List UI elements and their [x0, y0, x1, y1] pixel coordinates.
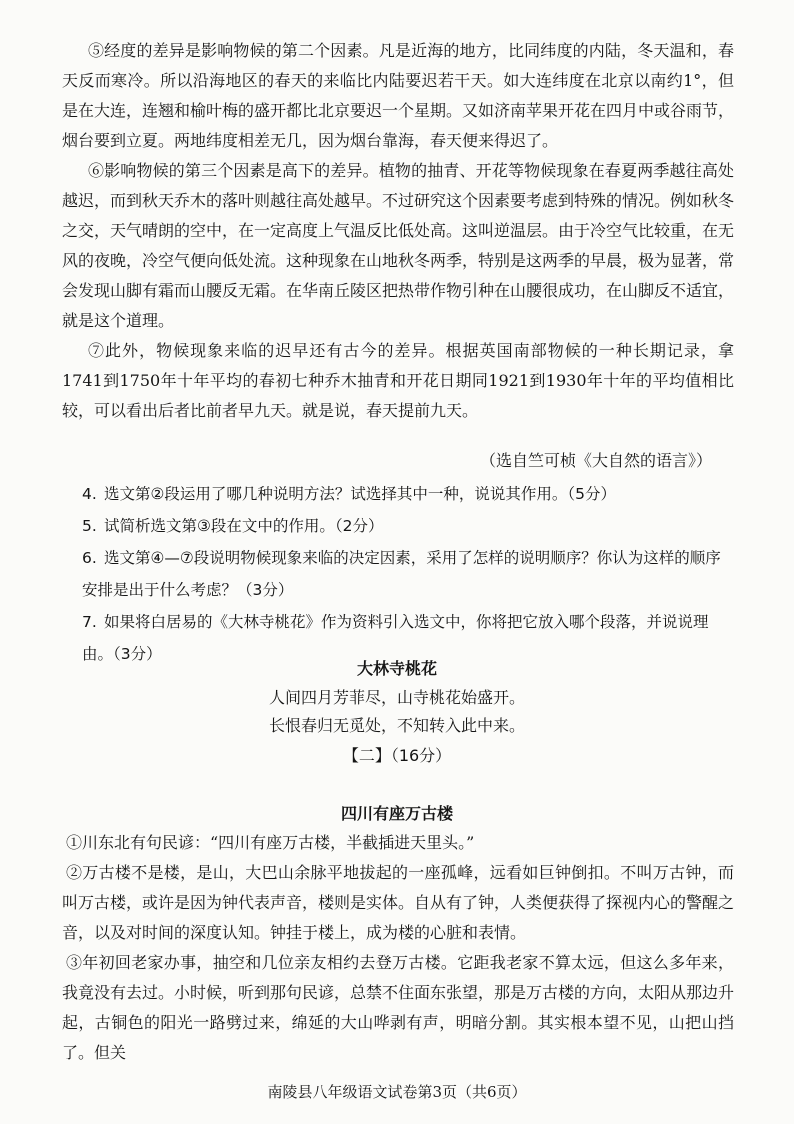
- paragraph-5: ⑤经度的差异是影响物候的第二个因素。凡是近海的地方，比同纬度的内陆，冬天温和，春天反而寒冷。所以沿海地区的春天的来临比内陆要迟若干天。如大连纬度在北京以南约1°，但是在大连，连翘和榆叶梅的盛开都比北京要迟一个星期。又如济南苹果开花在四月中或谷雨节，烟台要到立夏。两地纬度相差无几，因为烟台靠海，春天便来得迟了。: [62, 41, 735, 150]
- question-text: 如果将白居易的《大林寺桃花》作为资料引入选文中，你将把它放入哪个段落，并说说理由。（3分）: [82, 613, 709, 663]
- article-title: 四川有座万古楼: [340, 804, 453, 823]
- section2-paragraph-1: ①川东北有句民谚：“四川有座万古楼，半截插进天里头。”: [66, 833, 475, 852]
- section2-paragraph-2: ②万古楼不是楼，是山，大巴山余脉平地拔起的一座孤峰，远看如巨钟倒扣。不叫万古钟，而叫万古楼，或许是因为钟代表声音，楼则是实体。自从有了钟，人类便获得了探视内心的警醒之音，以及对时间的深度认知。钟挂于楼上，成为楼的心脏和表情。: [62, 863, 735, 942]
- question-5: [82, 510, 732, 542]
- poem-line-1: 人间四月芳菲尽，山寺桃花始盛开。: [268, 688, 525, 707]
- question-number: 5.: [82, 517, 97, 535]
- paragraph-7: ⑦此外，物候现象来临的迟早还有古今的差异。根据英国南部物候的一种长期记录，拿1741到1750年十年平均的春初七种乔木抽青和开花日期同1921到1930年十年的平均值相比较，可以看出后者比前者早九天。就是说，春天提前九天。: [62, 341, 734, 420]
- source-citation: （选自竺可桢《大自然的语言》）: [479, 451, 712, 470]
- section2-paragraph-3: ③年初回老家办事，抽空和几位亲友相约去登万古楼。它距我老家不算太远，但这么多年来，我竟没有去过。小时候，听到那句民谚，总禁不住面东张望，那是万古楼的方向，太阳从那边升起，古铜色的阳光一路劈过来，绵延的大山哗剥有声，明暗分割。其实根本望不见，山把山挡了。但关: [62, 953, 735, 1062]
- paragraph-6: ⑥影响物候的第三个因素是高下的差异。植物的抽青、开花等物候现象在春夏两季越往高处越迟，而到秋天乔木的落叶则越往高处越早。不过研究这个因素要考虑到特殊的情况。例如秋冬之交，天气晴朗的空中，在一定高度上气温反比低处高。这叫逆温层。由于冷空气比较重，在无风的夜晚，冷空气便向低处流。这种现象在山地秋冬两季，特别是这两季的早晨，极为显著，常会发现山脚有霜而山腰反无霜。在华南丘陵区把热带作物引种在山腰很成功，在山脚反不适宜，就是这个道理。: [62, 161, 735, 330]
- question-4: [82, 478, 732, 510]
- poem-title: 大林寺桃花: [356, 659, 437, 678]
- question-number: 4.: [82, 485, 97, 503]
- question-6: [82, 542, 722, 606]
- section-label: 【二】（16分）: [342, 746, 452, 765]
- question-number: 7.: [82, 613, 97, 631]
- poem-line-2: 长恨春归无觅处，不知转入此中来。: [268, 716, 525, 735]
- question-text: 选文第②段运用了哪几种说明方法？试选择其中一种，说说其作用。（5分）: [104, 485, 617, 503]
- question-text: 试简析选文第③段在文中的作用。（2分）: [104, 517, 384, 535]
- question-number: 6.: [82, 549, 97, 567]
- page-footer: 南陵县八年级语文试卷第3页（共6页）: [267, 1083, 527, 1101]
- question-text: 选文第④—⑦段说明物候现象来临的决定因素，采用了怎样的说明顺序？你认为这样的顺序安排是出于什么考虑？（3分）: [82, 549, 721, 599]
